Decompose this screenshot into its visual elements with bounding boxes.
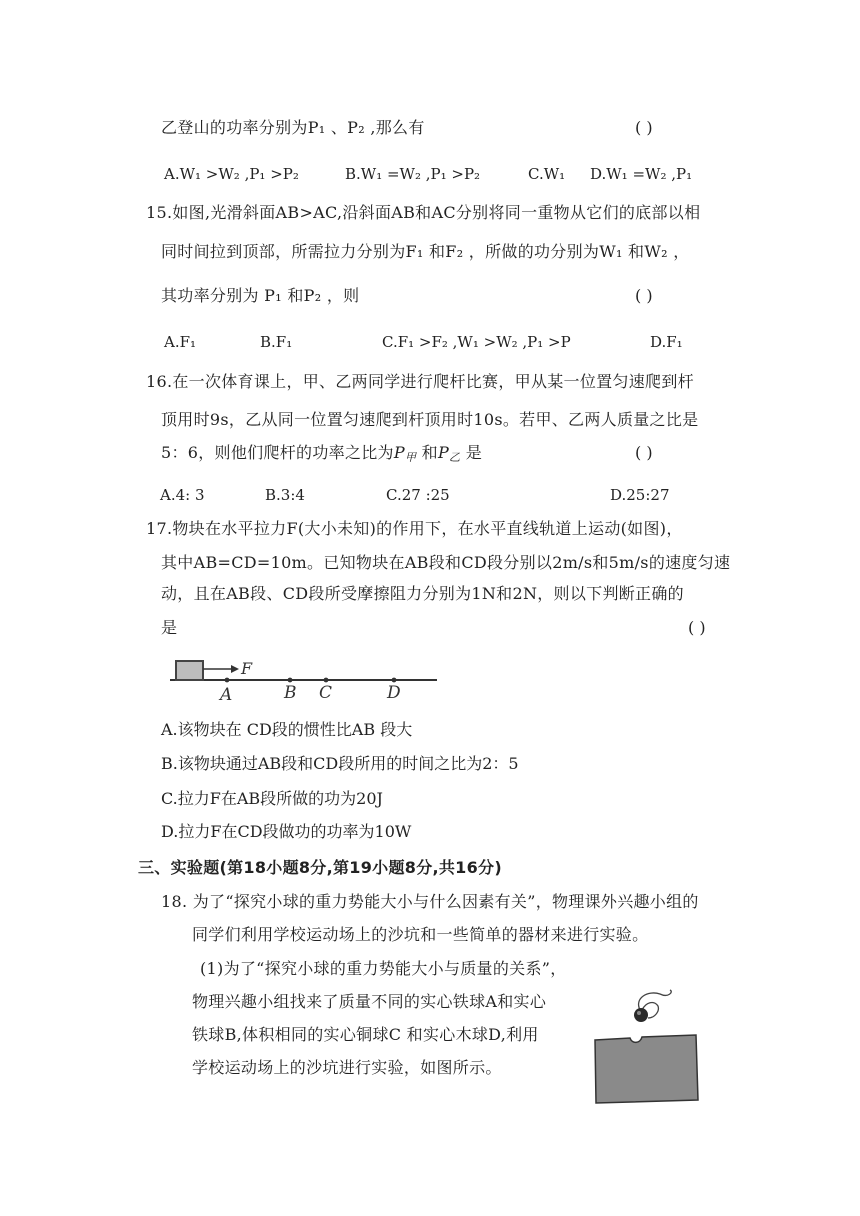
point-b <box>288 678 293 683</box>
point-a <box>225 678 230 683</box>
q17-option-d: D.拉力F在CD段做功的功率为10W <box>161 822 412 841</box>
q17-line-1: 17.物块在水平拉力F(大小未知)的作用下，在水平直线轨道上运动(如图)， <box>146 519 683 538</box>
q15-option-d: D.F₁ <box>650 333 683 351</box>
q15-line-1: 15.如图,光滑斜面AB>AC,沿斜面AB和AC分别将同一重物从它们的底部以相 <box>146 203 701 222</box>
sand-pit-figure <box>590 988 702 1110</box>
label-a: A <box>220 685 233 704</box>
q17-line-4: 是 <box>161 618 178 637</box>
section-3-title: 三、实验题(第18小题8分,第19小题8分,共16分) <box>138 858 502 877</box>
q17-line-2: 其中AB=CD=10m。已知物块在AB段和CD段分别以2m/s和5m/s的速度匀速 <box>161 553 731 572</box>
q18-sub-line-2: 物理兴趣小组找来了质量不同的实心铁球A和实心 <box>192 992 547 1011</box>
q18-line-2: 同学们利用学校运动场上的沙坑和一些简单的器材来进行实验。 <box>192 925 649 944</box>
q16-option-c: C.27 :25 <box>386 486 450 504</box>
point-d <box>392 678 397 683</box>
q17-option-c: C.拉力F在AB段所做的功为20J <box>161 789 383 808</box>
q15-option-c: C.F₁ >F₂ ,W₁ >W₂ ,P₁ >P <box>382 333 571 351</box>
q16-option-d: D.25:27 <box>610 486 670 504</box>
q17-option-a: A.该物块在 CD段的惯性比AB 段大 <box>161 720 413 739</box>
q16-line-3: 5：6，则他们爬杆的功率之比为$P_甲$ 和$P_乙$ 是 <box>161 443 483 464</box>
q16-answer-paren: ( ) <box>635 443 653 462</box>
block <box>176 661 203 680</box>
label-d: D <box>387 683 401 703</box>
q18-line-1: 18. 为了“探究小球的重力势能大小与什么因素有关”，物理课外兴趣小组的 <box>161 892 699 911</box>
q18-sub-line-4: 学校运动场上的沙坑进行实验，如图所示。 <box>192 1058 502 1077</box>
force-label: F <box>241 659 253 678</box>
label-c: C <box>319 683 333 703</box>
q16-line-1: 16.在一次体育课上，甲、乙两同学进行爬杆比赛，甲从某一位置匀速爬到杆 <box>146 372 694 391</box>
force-arrowhead <box>231 665 239 673</box>
subscript-yi: 乙 <box>449 451 461 464</box>
q15-line-3: 其功率分别为 P₁ 和P₂ ，则 <box>161 286 360 305</box>
q16-line-2: 顶用时9s，乙从同一位置匀速爬到杆顶用时10s。若甲、乙两人质量之比是 <box>161 410 699 429</box>
q18-sub-line-3: 铁球B,体积相同的实心铜球C 和实心木球D,利用 <box>192 1025 539 1044</box>
q16-option-a: A.4: 3 <box>160 486 205 504</box>
q15-answer-paren: ( ) <box>635 286 653 305</box>
q14-option-a: A.W₁ >W₂ ,P₁ >P₂ <box>164 165 299 183</box>
q15-option-b: B.F₁ <box>260 333 293 351</box>
q17-line-3: 动，且在AB段、CD段所受摩擦阻力分别为1N和2N，则以下判断正确的 <box>161 584 684 603</box>
sand-pit <box>595 1035 698 1103</box>
q14-option-b: B.W₁ =W₂ ,P₁ >P₂ <box>345 165 481 183</box>
q18-sub-line-1: (1)为了“探究小球的重力势能大小与质量的关系”， <box>200 959 567 978</box>
q14-text-tail: 乙登山的功率分别为P₁ 、P₂ ,那么有 <box>161 118 425 137</box>
q17-answer-paren: ( ) <box>688 618 706 637</box>
q17-option-b: B.该物块通过AB段和CD段所用的时间之比为2：5 <box>161 754 519 773</box>
power-symbol-yi: P <box>437 443 450 462</box>
q17-track-figure <box>165 652 445 704</box>
label-b: B <box>284 683 297 703</box>
q15-line-2: 同时间拉到顶部，所需拉力分别为F₁ 和F₂ ，所做的功分别为W₁ 和W₂ ， <box>161 242 690 261</box>
point-c <box>324 678 329 683</box>
q14-answer-paren: ( ) <box>635 118 653 137</box>
power-symbol-jia: P <box>393 443 405 462</box>
q15-option-a: A.F₁ <box>164 333 197 351</box>
subscript-jia: 甲 <box>404 451 417 464</box>
ball-icon <box>634 1008 648 1022</box>
q14-option-d: D.W₁ =W₂ ,P₁ <box>590 165 693 183</box>
q14-option-c: C.W₁ <box>528 165 566 183</box>
q16-option-b: B.3:4 <box>265 486 305 504</box>
